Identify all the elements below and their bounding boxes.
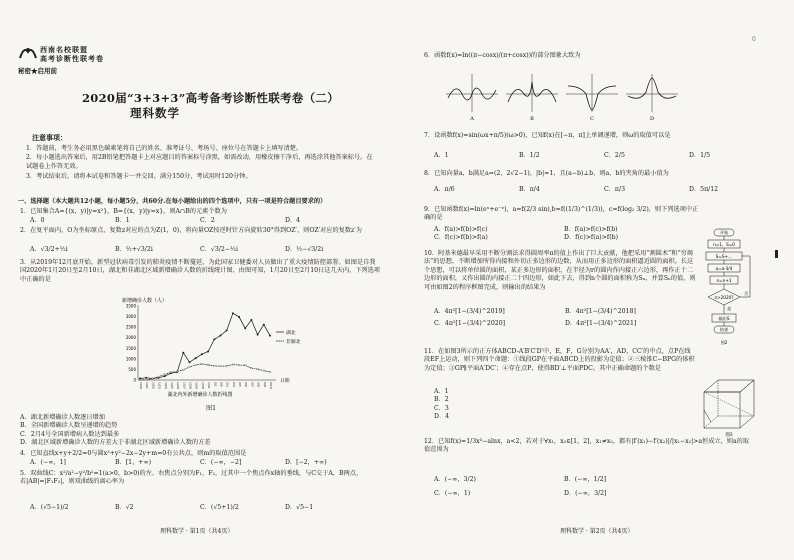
data-point-nonhubei — [195, 364, 197, 366]
legend-nonhubei: 非湖北 — [286, 340, 301, 345]
data-point-nonhubei — [176, 371, 178, 373]
option: C．(−∞，−2] — [200, 459, 242, 466]
notice-list — [26, 144, 376, 181]
epidemic-line-chart — [120, 296, 310, 402]
x-tick-label: 1/30 — [200, 382, 205, 389]
option: A．1 — [434, 152, 449, 159]
league-logo-icon — [18, 44, 38, 62]
option: C．π/3 — [604, 186, 626, 193]
option: D．½−√3/2i — [285, 246, 324, 253]
option: D．5π/12 — [689, 186, 719, 193]
option: D．√5−1 — [285, 504, 314, 511]
option: B．1/2 — [519, 152, 540, 159]
option: C．√3/2−½i — [200, 246, 238, 253]
option: D．f(c)>f(a)>f(b) — [564, 234, 618, 242]
data-point-hubei — [238, 316, 240, 318]
graph-b — [506, 74, 558, 122]
x-tick-label: 1/26 — [176, 382, 181, 389]
x-tick-label: 1/29 — [194, 382, 199, 389]
data-point-nonhubei — [220, 365, 222, 367]
question-3: 3．从2019年12月底开始，新型冠状病毒引发的肺炎疫情不断蔓延，为此国家卫健委对人员做出了重大疫情防控部署。如图是自我国2020年1月20日至2月10日，湖北和非湖北区域新增确诊人数的折线统计图，由图可知，1月20日至2月10日这几天内，下列选项中正确的是 — [20, 259, 380, 283]
question-6-graphs — [444, 72, 684, 122]
question-1: 1．已知集合A={(x，y)|y=x²}，B={(x，y)|y=x}，则A∩B的元素个数为 — [20, 208, 227, 215]
data-point-hubei — [183, 352, 185, 354]
option: A．f(a)>f(b)>f(c) — [434, 226, 488, 233]
data-point-nonhubei — [226, 365, 228, 367]
chart-legend — [276, 329, 301, 345]
data-point-hubei — [244, 327, 246, 329]
page-footer-right: 理科数学 · 第2页（共4页） — [560, 528, 634, 535]
data-point-nonhubei — [232, 364, 234, 366]
data-point-hubei — [195, 357, 197, 359]
question-5: 5．双曲线C：x²/a²−y²/b²=1(a>0，b>0)的左、右焦点分别为F₁，F₂，过其中一个焦点作x轴的垂线，与C交于A，B两点，若|AB|=|F₁F₂|，则双曲线的离心率为 — [20, 470, 363, 486]
question-6: 6．函数f(x)=ln((π−cosx)/(π+cosx))的部分图象大致为 — [424, 52, 581, 59]
data-point-nonhubei — [145, 379, 147, 381]
option: A．4π²[1−(3/4)^2019] — [434, 308, 505, 315]
option: B．4π²[1−(3/4)^2018] — [565, 308, 636, 315]
figure-2-label: 图2 — [720, 340, 728, 345]
option: D．(−∞，3/2] — [564, 490, 607, 498]
option: B．全国新增确诊人数呈递增的趋势 — [20, 422, 118, 430]
notice-item: 3．考试结束后，请将本试卷和答题卡一并交回。满分150分，考试用时120分钟。 — [26, 172, 252, 180]
data-point-hubei — [145, 377, 147, 379]
option: B．(−∞，1/2] — [564, 476, 607, 483]
x-axis-ticks — [139, 382, 273, 389]
flow-no: 否 — [744, 291, 749, 296]
chart-caption: 湖北内外新增确诊人数折线图 — [167, 392, 233, 398]
graph-a-label: A — [470, 116, 474, 122]
x-tick-label: 2/5 — [238, 382, 243, 387]
question-7-options — [434, 152, 774, 160]
x-tick-label: 2/4 — [231, 382, 236, 387]
question-10: 10．阿基米德最早采用不断分割法求得圆周率π的值上作出了巨大贡献，他把采用“割圆术”和“穷竭法”的思想，不断增加所得内接和外切正多边形的边数，从而用正多边形的面积逼近圆的面积。长这个思想，可以将单位圆的面积，某正多边形的面积，在半径为r的圆内作内接正六边形，再作正十二边形的面积，又作出圆的内接正二十四边形，如此下去，得到n个圆的面积称为Sₙ，并算Sₙ的值，则可由如图2的程序框图完成，则输出的结果为 — [424, 250, 696, 291]
data-point-hubei — [213, 339, 215, 341]
option: C．3 — [434, 404, 449, 412]
y-tick-label: 1000 — [125, 356, 136, 362]
x-tick-label: 2/2 — [219, 382, 224, 387]
x-tick-label: 1/25 — [169, 382, 174, 389]
graph-b-label: B — [530, 116, 534, 122]
y-tick-label: 0 — [133, 377, 136, 383]
data-point-hubei — [207, 351, 209, 353]
option: D．4 — [285, 217, 301, 224]
option: B．2 — [434, 396, 449, 404]
question-12: 12．已知f(x)=1/3x³−alnx，a<2，若对于∀x₁，x₂∈[1，2]，x₁≠x₂，都有|f′(x₁)−f′(x₂)|/|x₁−x₂|>a恒成立，则a的取值范围为 — [424, 438, 750, 454]
data-point-hubei — [257, 334, 259, 336]
data-point-hubei — [220, 335, 222, 337]
option: D．1/5 — [689, 152, 711, 159]
data-point-nonhubei — [139, 379, 141, 381]
option: D．4π²[1−(3/4)^2021] — [565, 320, 637, 328]
option: B．√2 — [115, 504, 134, 511]
option: A．(−∞，1] — [30, 459, 66, 466]
subject-title: 理科数学 — [130, 106, 180, 120]
page-footer-left: 理科数学 · 第1页（共4页） — [160, 528, 234, 535]
option: A．π/6 — [434, 186, 455, 193]
x-tick-label: 2/10 — [269, 382, 273, 389]
data-point-hubei — [189, 361, 191, 363]
data-point-hubei — [226, 330, 228, 332]
flow-end: 结束 — [719, 327, 729, 332]
x-tick-label: 1/27 — [182, 382, 187, 389]
x-tick-label: 2/7 — [250, 382, 255, 387]
question-4-options — [30, 459, 370, 467]
flow-output: 输出S — [718, 316, 730, 321]
data-point-nonhubei — [238, 364, 240, 366]
option: B．½+√3/2i — [115, 246, 153, 253]
data-point-hubei — [201, 353, 203, 355]
x-tick-label: 1/21 — [145, 382, 150, 389]
question-8-options — [434, 186, 774, 194]
question-3-options — [20, 414, 380, 448]
x-tick-label: 1/22 — [151, 382, 156, 389]
secret-label: 秘密★启用前 — [18, 67, 57, 75]
x-tick-label: 2/3 — [225, 382, 230, 387]
data-point-hubei — [251, 319, 253, 321]
legend-hubei: 湖北 — [286, 331, 296, 336]
flow-start: 开始 — [719, 230, 729, 235]
series-line-hubei — [140, 313, 270, 378]
y-tick-label: 1500 — [125, 345, 136, 351]
graph-c — [566, 74, 618, 122]
question-10-options — [434, 308, 696, 329]
data-point-nonhubei — [207, 364, 209, 366]
option: C．2/5 — [604, 152, 625, 159]
section1-heading: 一、选择题（本大题共12小题，每小题5分，共60分.在每小题给出的四个选项中，只有一项是符合题目要求的） — [18, 198, 327, 205]
x-tick-label: 1/28 — [188, 382, 193, 389]
x-tick-label: 1/20 — [139, 382, 143, 389]
question-9-options — [434, 226, 694, 243]
page-top-number: 0 — [752, 36, 756, 43]
graph-d-label: D — [649, 116, 655, 122]
flowchart-figure-2 — [700, 228, 756, 348]
league-name — [40, 45, 104, 63]
data-point-nonhubei — [263, 370, 265, 372]
data-point-hubei — [164, 375, 166, 377]
x-tick-label: 2/8 — [256, 382, 261, 387]
exam-title: 2020届“3+3+3”高考备考诊断性联考卷（二） — [82, 91, 340, 105]
data-point-nonhubei — [189, 366, 191, 368]
option: B．f(a)>f(c)>f(b) — [564, 226, 618, 233]
data-point-nonhubei — [158, 376, 160, 378]
option: B．π/4 — [519, 186, 540, 193]
option: C．4π²[1−(3/4)^2020] — [434, 320, 506, 328]
x-tick-label: 1/31 — [207, 382, 212, 389]
league-name-line1: 西南名校联盟 — [40, 45, 88, 54]
data-point-nonhubei — [257, 368, 259, 370]
data-point-nonhubei — [213, 365, 215, 367]
y-tick-label: 3000 — [125, 314, 136, 320]
option: B．1 — [115, 217, 130, 224]
graph-c-label: C — [590, 116, 594, 122]
question-7: 7．设函数f(x)=sin(ωx+π/5)(ω>0)，已知f(x)在[−π，π]上单调递增，则ω的取值可以是 — [424, 132, 671, 139]
data-point-nonhubei — [164, 374, 166, 376]
x-tick-label: 2/6 — [244, 382, 249, 387]
flow-init: n=1，S=0 — [713, 242, 735, 247]
data-point-hubei — [263, 324, 265, 326]
y-axis-ticks — [126, 304, 137, 383]
question-2-options — [30, 246, 370, 254]
flow-sum: S=S+… — [715, 254, 733, 259]
flow-update-a: a=a·3/4 — [715, 266, 733, 271]
question-11: 11．在如图3所示的正方体ABCD-A′B′C′D′中，E，F，G分别为AA′，AD，CC′的中点，点P在线段EF上运动，则下列四个命题：①线段GP在平面ABCD上的投影为定值；②三棱锥C−BPG的体积为定值；③GP∥平面A′DC′；④存在点P，使得BD′⊥平面PDC。其中正确命题的个数是 — [424, 348, 695, 372]
option: C．(√5+1)/2 — [200, 504, 239, 511]
question-5-options — [30, 504, 370, 512]
option: D．[−2，+∞) — [285, 459, 327, 466]
question-9: 9．已知函数f(x)=ln(eˣ+e⁻ˣ)，a=f(2/3 sin),b=f((1/3)^(1/3))，c=f(log₂ 3/2)，则下列选项中正确的是 — [424, 206, 699, 222]
option: C．2月4号全国新增病人数达到最多 — [20, 430, 120, 438]
graph-d — [626, 74, 678, 122]
flow-increment: n=n+1 — [716, 278, 732, 283]
option: D．4 — [434, 413, 450, 421]
data-point-nonhubei — [201, 363, 203, 365]
question-2: 2．在复平面内，O为坐标原点，复数z对应的点为Z(1，0)，将向量OZ按逆时针方向旋转30°得到OZ′，则OZ′对应的复数z′为 — [20, 227, 362, 234]
option: C．2 — [200, 217, 215, 224]
x-tick-label: 2/1 — [213, 382, 218, 387]
chart-title: 新增确诊人数（人） — [122, 298, 168, 304]
chart-points — [139, 312, 271, 380]
y-tick-label: 2000 — [125, 335, 136, 341]
figure-3-label: 图3 — [725, 433, 733, 438]
data-point-nonhubei — [152, 378, 154, 380]
question-4: 4．已知直线x+y+2/2=0与圆x²+y²−2x−2y+m=0有公共点，则m的取值范围是 — [20, 450, 247, 457]
flow-condition: n>2020? — [714, 295, 734, 300]
option: D．湖北区域新增确诊人数的方差大于非湖北区域新增确诊人数的方差 — [20, 439, 211, 447]
option: A．(√5−1)/2 — [30, 504, 69, 511]
option: A．0 — [30, 217, 45, 224]
y-tick-label: 500 — [128, 366, 136, 372]
x-axis-label: 日期 — [280, 379, 290, 384]
option: A．√3/2+½i — [30, 246, 68, 253]
question-12-options — [434, 476, 694, 499]
notice-heading: 注意事项： — [32, 133, 67, 142]
data-point-hubei — [269, 335, 271, 337]
question-8: 8．已知向量a，b满足a=(2，2√2−1)，|b|=1，且(a−b)⊥b，则a，b的夹角的最小值为 — [424, 170, 669, 177]
option: C．f(c)>f(b)>f(a) — [434, 234, 488, 242]
graph-a — [446, 74, 498, 122]
y-tick-label: 3500 — [125, 303, 136, 309]
y-tick-label: 2500 — [125, 324, 136, 330]
data-point-nonhubei — [269, 371, 271, 373]
data-point-nonhubei — [251, 367, 253, 369]
cube-figure-3 — [700, 376, 758, 438]
data-point-nonhubei — [244, 364, 246, 366]
question-11-options — [434, 388, 449, 422]
x-tick-label: 2/9 — [262, 382, 267, 387]
option: A．湖北新增确诊人数逐日增加 — [20, 414, 105, 421]
notice-item: 2．每小题选出答案后，用2B铅笔把答题卡上对应题目的答案标号涂黑，如需改动，用橡皮擦干净后，再选涂其他答案标号。在试题卷上作答无效。 — [26, 154, 373, 171]
x-tick-label: 1/23 — [157, 382, 162, 389]
data-point-hubei — [232, 312, 234, 314]
data-point-nonhubei — [183, 369, 185, 371]
question-1-options — [30, 217, 370, 225]
data-point-nonhubei — [170, 372, 172, 374]
x-tick-label: 1/24 — [163, 382, 168, 389]
notice-item: 1．答题前，考生务必用黑色碳素笔将自己的姓名、准考证号、考场号、座位号在答题卡上填写清楚。 — [26, 145, 303, 152]
option: B．[1，+∞) — [115, 459, 152, 466]
option: C．(−∞，1) — [434, 490, 471, 498]
league-name-line2: 高考诊断性联考卷 — [40, 54, 104, 63]
option: A．1 — [434, 388, 449, 395]
figure-1-label: 图1 — [206, 405, 217, 412]
edge-mark — [775, 250, 778, 258]
flow-yes: 是 — [727, 306, 732, 311]
option: A．(−∞，3/2) — [434, 476, 476, 483]
